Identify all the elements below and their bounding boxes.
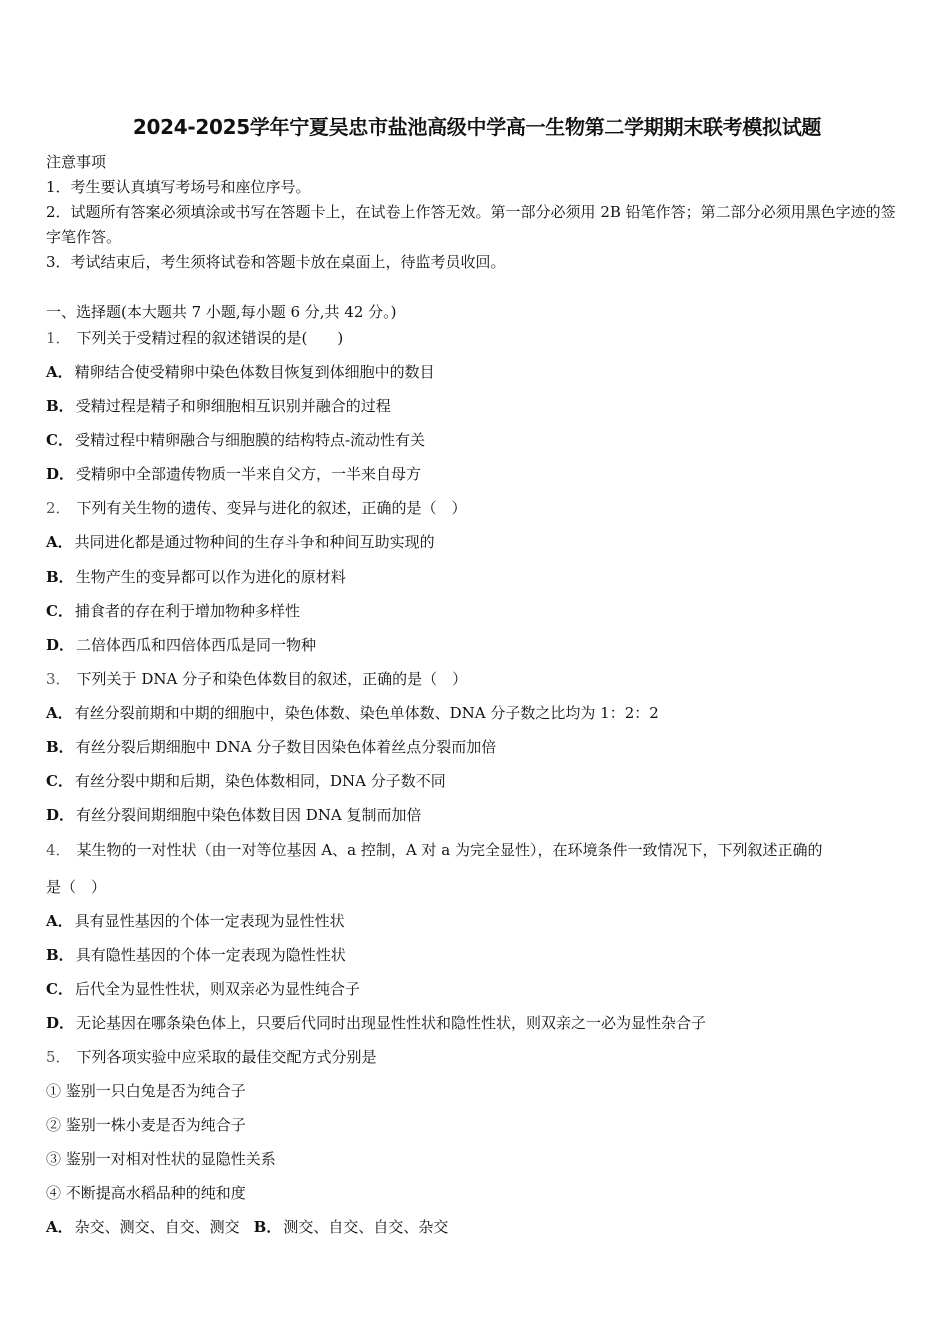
option-1c: C． 受精过程中精卵融合与细胞膜的结构特点-流动性有关: [46, 431, 426, 449]
option-4b: B． 具有隐性基因的个体一定表现为隐性性状: [46, 946, 346, 964]
option-4a: A． 具有显性基因的个体一定表现为显性性状: [46, 912, 345, 930]
question-stem: 某生物的一对性状（由一对等位基因 A、a 控制，A 对 a 为完全显性），在环境条件一致情况下，下列叙述正确的: [76, 841, 823, 859]
question-1: [46, 327, 908, 348]
question-stem: 下列有关生物的遗传、变异与进化的叙述，正确的是（ ）: [76, 499, 467, 517]
option-3b: B． 有丝分裂后期细胞中 DNA 分子数目因染色体着丝点分裂而加倍: [46, 738, 497, 756]
question-5-item-2: ② 鉴别一株小麦是否为纯合子: [46, 1116, 246, 1134]
option-2b: B． 生物产生的变异都可以作为进化的原材料: [46, 568, 346, 586]
notice-item-1: 1．考生要认真填写考场号和座位序号。: [46, 178, 311, 196]
question-4-continued: 是（ ）: [46, 878, 107, 896]
option-4c: C． 后代全为显性性状，则双亲必为显性纯合子: [46, 980, 360, 998]
question-number: 1．: [46, 329, 71, 347]
option-2d: D． 二倍体西瓜和四倍体西瓜是同一物种: [46, 636, 317, 654]
notice-heading: 注意事项: [46, 153, 107, 171]
section-heading: 一、选择题(本大题共 7 小题,每小题 6 分,共 42 分。): [46, 303, 397, 321]
notice-item-2: 2．试题所有答案必须填涂或书写在答题卡上，在试卷上作答无效。第一部分必须用 2B 铅笔作答；第二部分必须用黑色字迹的签字笔作答。: [46, 203, 896, 246]
question-number: 2．: [46, 499, 71, 517]
question-number: 3．: [46, 670, 71, 688]
question-stem: 下列各项实验中应采取的最佳交配方式分别是: [76, 1048, 377, 1066]
page-title: 2024-2025学年宁夏吴忠市盐池高级中学高一生物第二学期期末联考模拟试题: [132, 115, 822, 139]
question-5-options: [46, 1216, 908, 1237]
question-5-item-3: ③ 鉴别一对相对性状的显隐性关系: [46, 1150, 276, 1168]
question-5: [46, 1046, 908, 1067]
option-3a: A． 有丝分裂前期和中期的细胞中，染色体数、染色单体数、DNA 分子数之比均为 1：2：2: [46, 704, 659, 722]
option-2a: A． 共同进化都是通过物种间的生存斗争和种间互助实现的: [46, 533, 435, 551]
question-5-item-4: ④ 不断提高水稻品种的纯和度: [46, 1184, 246, 1202]
question-number: 4．: [46, 841, 71, 859]
question-stem: 下列关于 DNA 分子和染色体数目的叙述，正确的是（ ）: [76, 670, 468, 688]
option-1d: D． 受精卵中全部遗传物质一半来自父方，一半来自母方: [46, 465, 422, 483]
option-5a-text: 杂交、测交、自交、测交: [74, 1218, 240, 1236]
option-2c: C． 捕食者的存在利于增加物种多样性: [46, 602, 300, 620]
question-4: [46, 839, 908, 860]
notice-item-3: 3．考试结束后，考生须将试卷和答题卡放在桌面上，待监考员收回。: [46, 253, 506, 271]
option-1a: A． 精卵结合使受精卵中染色体数目恢复到体细胞中的数目: [46, 363, 435, 381]
option-5b-text: 测交、自交、自交、杂交: [283, 1218, 449, 1236]
option-5a-letter: A．: [46, 1218, 73, 1236]
question-5-item-1: ① 鉴别一只白兔是否为纯合子: [46, 1082, 246, 1100]
option-3c: C． 有丝分裂中期和后期，染色体数相同，DNA 分子数不同: [46, 772, 446, 790]
question-number: 5．: [46, 1048, 71, 1066]
option-1b: B． 受精过程是精子和卵细胞相互识别并融合的过程: [46, 397, 391, 415]
question-stem: 下列关于受精过程的叙述错误的是( ): [76, 329, 344, 347]
option-3d: D． 有丝分裂间期细胞中染色体数目因 DNA 复制而加倍: [46, 806, 422, 824]
option-4d: D． 无论基因在哪条染色体上，只要后代同时出现显性性状和隐性性状，则双亲之一必为显性杂合子: [46, 1014, 707, 1032]
question-3: [46, 668, 908, 689]
question-2: [46, 497, 908, 518]
option-5b-letter: B．: [253, 1218, 282, 1236]
